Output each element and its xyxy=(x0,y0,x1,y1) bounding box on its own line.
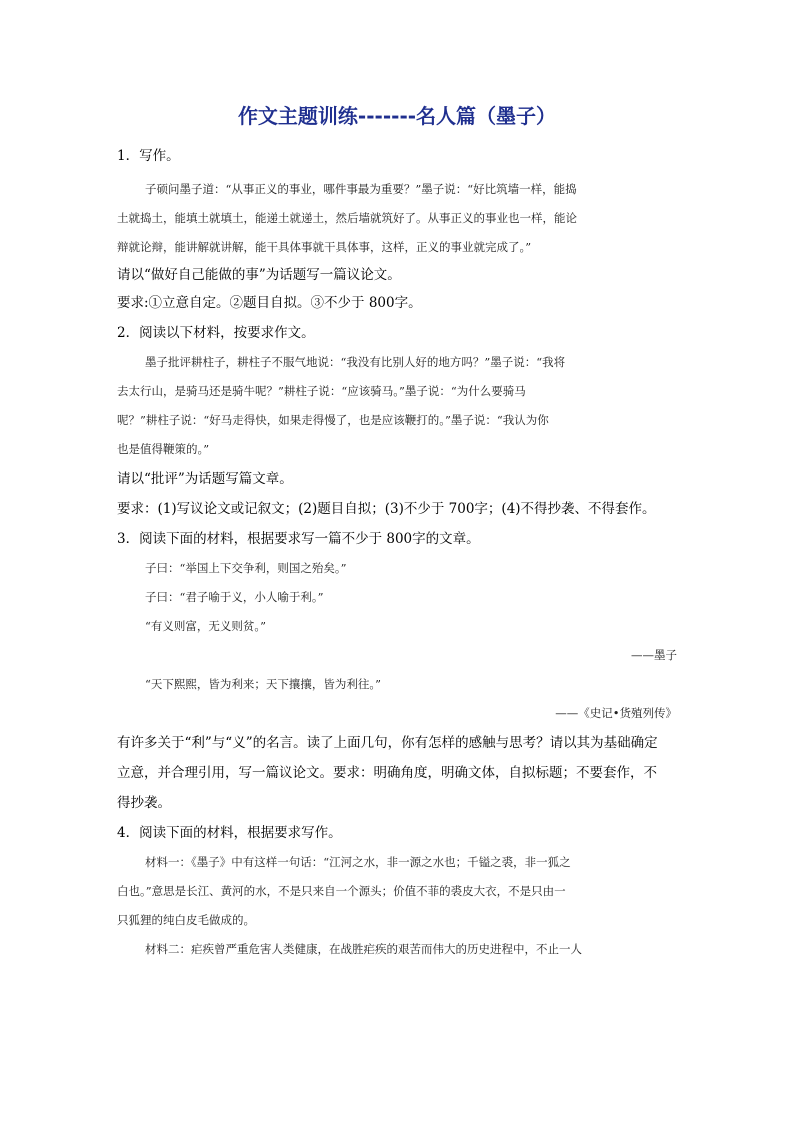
question-2-material-line: 呢？”耕柱子说：“好马走得快，如果走得慢了，也是应该鞭打的。”墨子说：“我认为你 xyxy=(117,413,549,427)
question-1-heading: 1．写作。 xyxy=(117,148,180,164)
question-3-quote: 子曰：“君子喻于义，小人喻于利。” xyxy=(145,590,324,604)
question-2-material-line: 也是值得鞭策的。” xyxy=(117,442,210,456)
question-3-task-line: 有许多关于“利”与“义”的名言。读了上面几句，你有怎样的感触与思考？请以其为基础确定 xyxy=(117,735,658,751)
question-2-material-line: 墨子批评耕柱子，耕柱子不服气地说：“我没有比别人好的地方吗？”墨子说：“我将 xyxy=(145,355,566,369)
question-1-material-line: 子硕问墨子道：“从事正义的事业，哪件事最为重要？”墨子说：“好比筑墙一样，能捣 xyxy=(145,182,577,196)
question-3-quote: “有义则富，无义则贫。” xyxy=(145,619,267,633)
question-2-task: 请以“批评”为话题写篇文章。 xyxy=(117,471,293,487)
question-4-material-line: 只狐狸的纯白皮毛做成的。 xyxy=(117,913,255,927)
question-2-material-line: 去太行山，是骑马还是骑牛呢？”耕柱子说：“应该骑马。”墨子说：“为什么要骑马 xyxy=(117,384,526,398)
question-3-quote: “天下熙熙，皆为利来；天下攘攘，皆为利往。” xyxy=(145,677,382,691)
question-3-heading: 3．阅读下面的材料，根据要求写一篇不少于 800字的文章。 xyxy=(117,531,480,547)
page-title: 作文主题训练-------名人篇（墨子） xyxy=(237,104,557,128)
question-1-requirements: 要求:①立意自定。②题目自拟。③不少于 800字。 xyxy=(117,295,422,311)
question-4-material-line: 白也。”意思是长江、黄河的水，不是只来自一个源头；价值不菲的裘皮大衣，不是只由一 xyxy=(117,884,566,898)
question-2-requirements: 要求：(1)写议论文或记叙文；(2)题目自拟；(3)不少于 700字；(4)不得抄袭、不得套作。 xyxy=(117,501,656,517)
question-3-source: ——《史记•货殖列传》 xyxy=(555,706,677,720)
question-1-material-line: 土就捣土，能填土就填土，能递土就递土，然后墙就筑好了。从事正义的事业也一样，能论 xyxy=(117,211,577,225)
question-4-material-line: 材料一：《墨子》中有这样一句话：“江河之水，非一源之水也；千镒之裘，非一狐之 xyxy=(145,855,571,869)
document-body xyxy=(117,143,677,964)
question-3-task-line: 立意，并合理引用，写一篇议论文。要求：明确角度，明确文体，自拟标题；不要套作，不 xyxy=(117,765,657,781)
question-4-material-line: 材料二：疟疾曾严重危害人类健康，在战胜疟疾的艰苦而伟大的历史进程中，不止一人 xyxy=(145,942,582,956)
question-1-task: 请以“做好自己能做的事”为话题写一篇议论文。 xyxy=(117,267,401,283)
question-3-task-line: 得抄袭。 xyxy=(117,795,171,811)
question-1-material-line: 辩就论辩，能讲解就讲解，能干具体事就干具体事，这样，正义的事业就完成了。” xyxy=(117,240,532,254)
question-3-quote: 子曰：“举国上下交争利，则国之殆矣。” xyxy=(145,561,347,575)
question-4-heading: 4．阅读下面的材料，根据要求写作。 xyxy=(117,825,342,841)
question-3-source: ——墨子 xyxy=(631,648,677,662)
question-2-heading: 2．阅读以下材料，按要求作文。 xyxy=(117,325,315,341)
